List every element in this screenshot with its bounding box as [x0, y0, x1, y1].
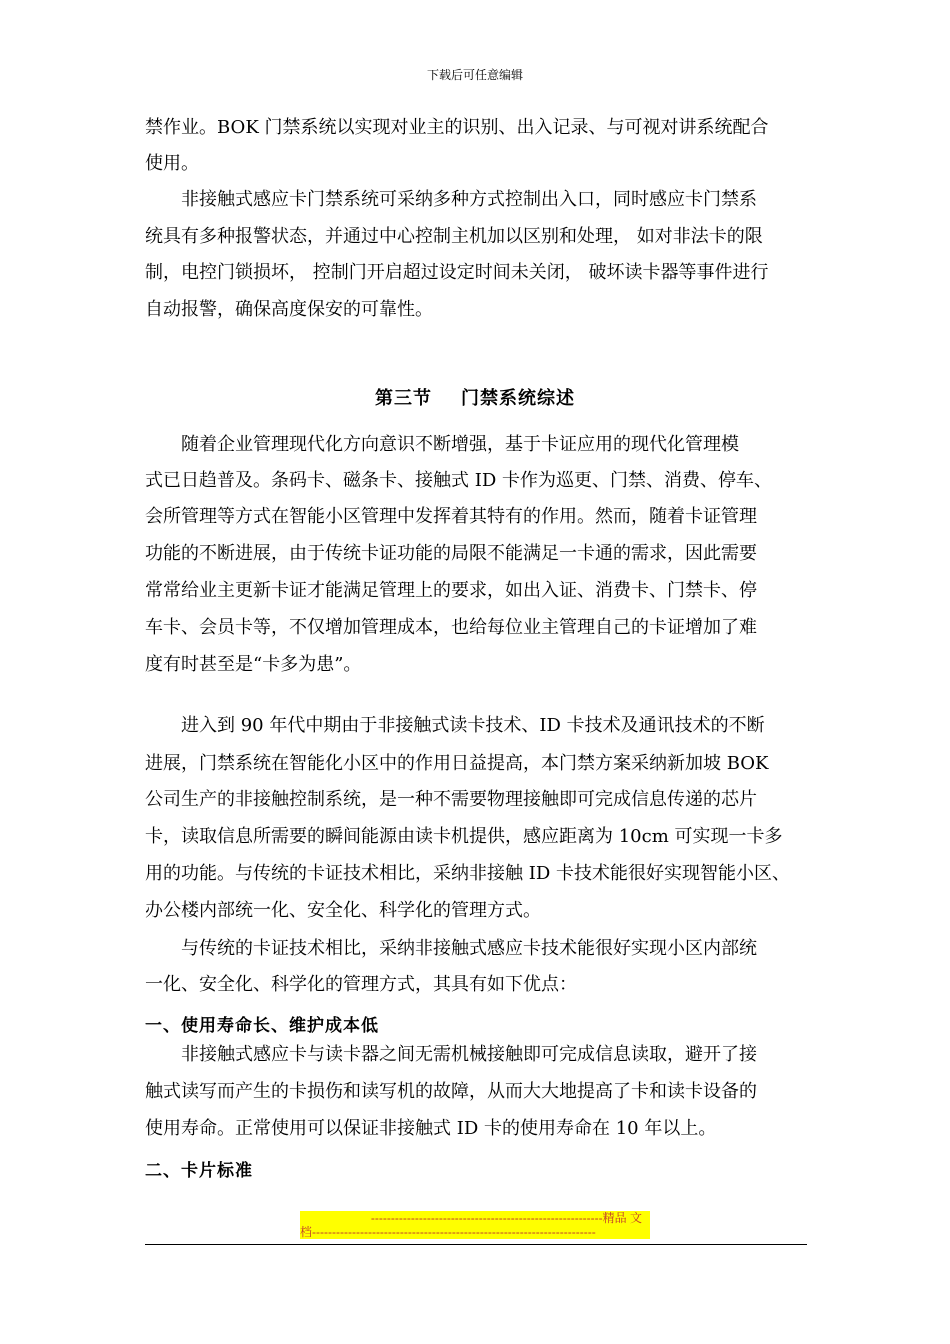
text-line: 式已日趋普及。条码卡、磁条卡、接触式 ID 卡作为巡更、门禁、消费、停车、 [145, 470, 772, 491]
text-line: 统具有多种报警状态，并通过中心控制主机加以区别和处理， 如对非法卡的限 [145, 226, 763, 247]
text-line: 进入到 90 年代中期由于非接触式读卡技术、ID 卡技术及通讯技术的不断 [145, 715, 765, 736]
footer-text-row: ----------------------------------------------------------精品 文 [370, 1211, 642, 1225]
subheading: 二、卡片标准 [145, 1161, 253, 1181]
text-line: 常常给业主更新卡证才能满足管理上的要求，如出入证、消费卡、门禁卡、停 [145, 580, 757, 601]
footer-text-row: 档----------------------------------------------------------------------- [300, 1225, 596, 1239]
text-line: 功能的不断进展，由于传统卡证功能的局限不能满足一卡通的需求，因此需要 [145, 543, 757, 564]
text-line: 使用寿命。正常使用可以保证非接触式 ID 卡的使用寿命在 10 年以上。 [145, 1118, 717, 1139]
text-line: 用的功能。与传统的卡证技术相比，采纳非接触 ID 卡技术能很好实现智能小区、 [145, 863, 790, 884]
footer-divider [145, 1244, 807, 1245]
header-note: 下载后可任意编辑 [426, 68, 523, 82]
text-line: 随着企业管理现代化方向意识不断增强，基于卡证应用的现代化管理模 [145, 434, 739, 455]
subheading: 一、使用寿命长、维护成本低 [145, 1016, 379, 1036]
text-line: 进展，门禁系统在智能化小区中的作用日益提高，本门禁方案采纳新加坡 BOK [145, 753, 769, 774]
text-line: 与传统的卡证技术相比，采纳非接触式感应卡技术能很好实现小区内部统 [145, 938, 757, 959]
text-line: 一化、安全化、科学化的管理方式，其具有如下优点： [145, 974, 577, 995]
text-line: 制，电控门锁损坏， 控制门开启超过设定时间未关闭， 破坏读卡器等事件进行 [145, 262, 769, 283]
text-line: 非接触式感应卡与读卡器之间无需机械接触即可完成信息读取，避开了接 [145, 1044, 757, 1065]
text-line: 办公楼内部统一化、安全化、科学化的管理方式。 [145, 900, 541, 921]
text-line: 自动报警，确保高度保安的可靠性。 [145, 299, 433, 320]
text-line: 车卡、会员卡等，不仅增加管理成本，也给每位业主管理自己的卡证增加了难 [145, 617, 757, 638]
text-line: 会所管理等方式在智能小区管理中发挥着其特有的作用。然而，随着卡证管理 [145, 506, 757, 527]
text-line: 禁作业。BOK 门禁系统以实现对业主的识别、出入记录、与可视对讲系统配合 [145, 117, 769, 138]
text-line: 非接触式感应卡门禁系统可采纳多种方式控制出入口，同时感应卡门禁系 [145, 189, 757, 210]
text-line: 触式读写而产生的卡损伤和读写机的故障，从而大大地提高了卡和读卡设备的 [145, 1081, 757, 1102]
text-line: 使用。 [145, 153, 199, 174]
text-line: 卡，读取信息所需要的瞬间能源由读卡机提供，感应距离为 10cm 可实现一卡多 [145, 826, 783, 847]
text-line: 度有时甚至是“卡多为患”。 [145, 654, 362, 675]
text-line: 公司生产的非接触控制系统，是一种不需要物理接触即可完成信息传递的芯片 [145, 789, 757, 810]
footer-watermark [300, 1211, 650, 1239]
section-title: 第三节 门禁系统综述 [374, 388, 576, 409]
